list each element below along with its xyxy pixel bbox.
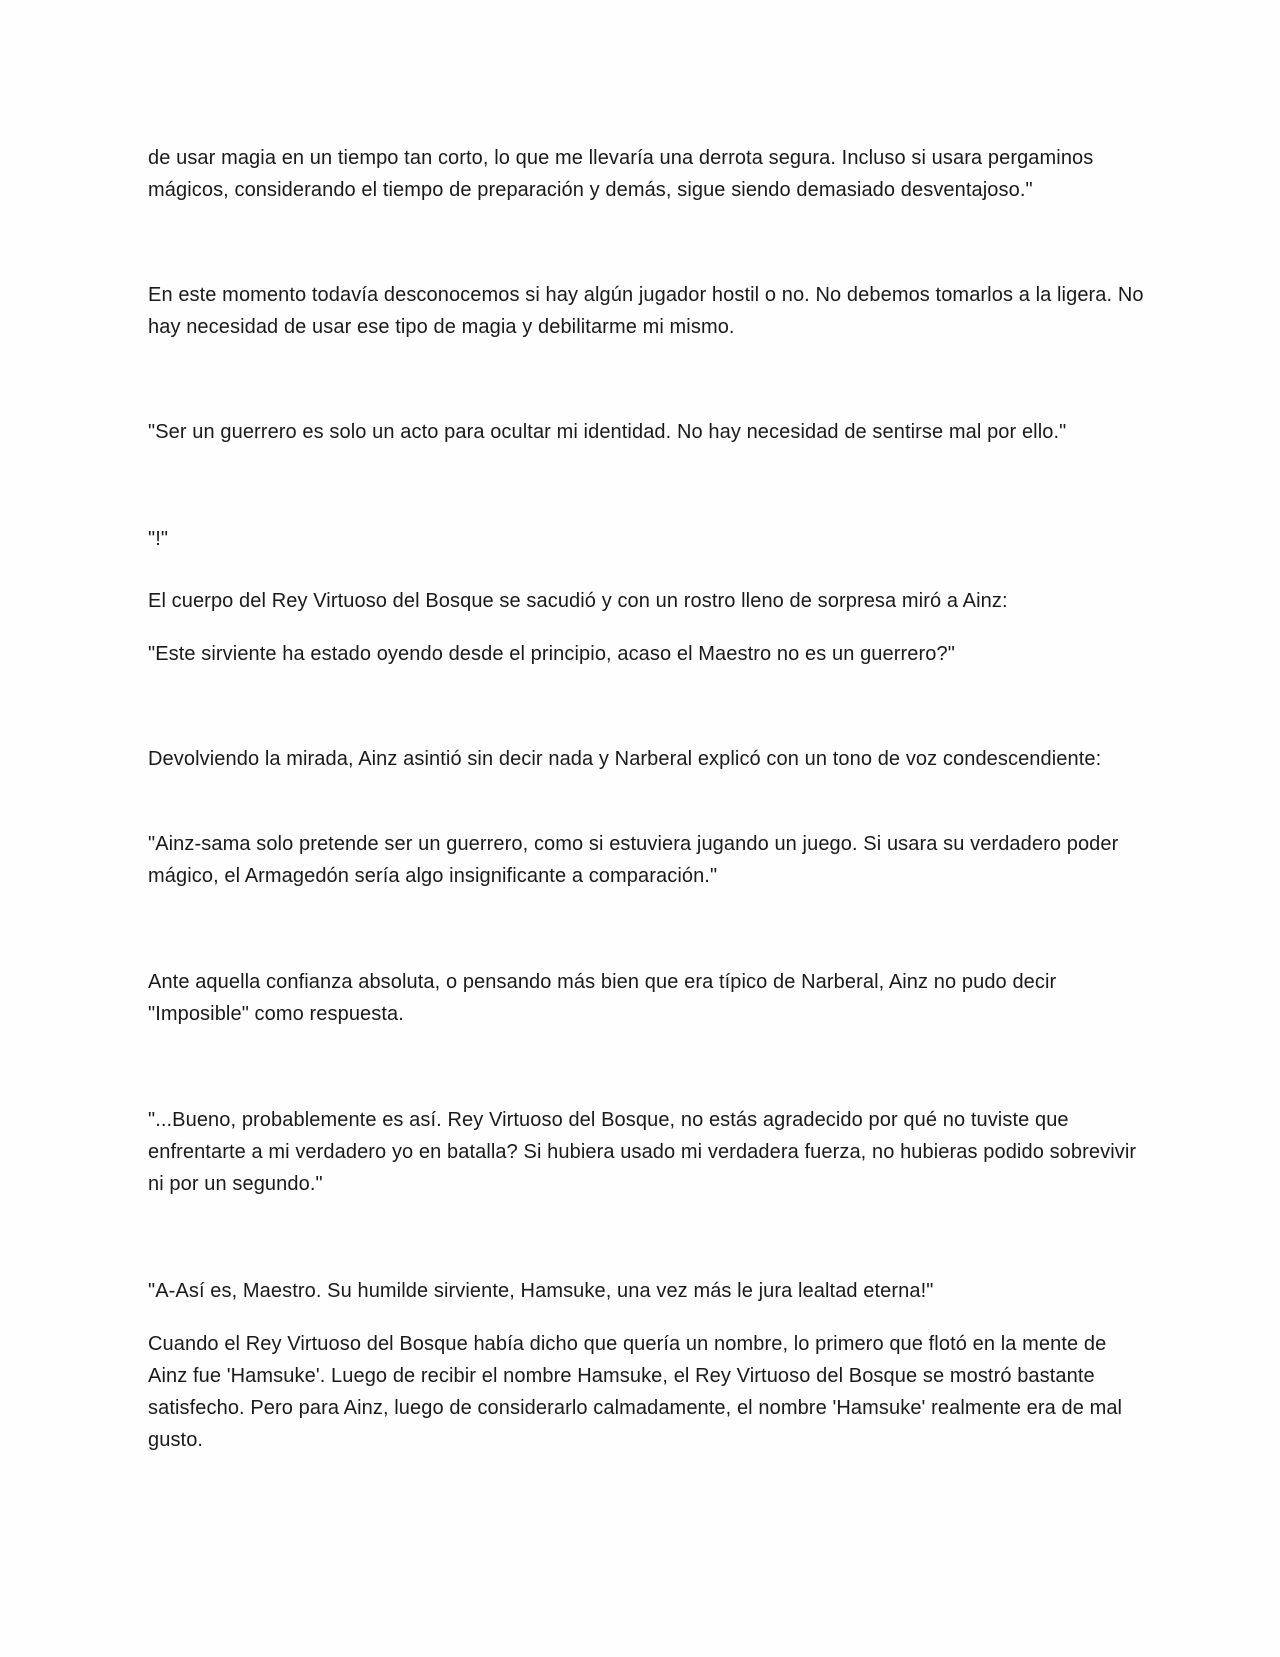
paragraph: de usar magia en un tiempo tan corto, lo que me llevaría una derrota segura. Incluso si usara pergaminos mágicos, considerando el tiempo de preparación y demás, sigue siendo demasiado desventajoso." — [148, 147, 1094, 201]
paragraph: "Ainz-sama solo pretende ser un guerrero, como si estuviera jugando un juego. Si usara su verdadero poder mágico, el Armagedón sería algo insignificante a comparación." — [148, 833, 1119, 887]
paragraph: "A-Así es, Maestro. Su humilde sirviente, Hamsuke, una vez más le jura lealtad eterna!" — [148, 1280, 934, 1302]
paragraph: El cuerpo del Rey Virtuoso del Bosque se sacudió y con un rostro lleno de sorpresa miró a Ainz: — [148, 590, 1008, 612]
paragraph: Cuando el Rey Virtuoso del Bosque había dicho que quería un nombre, lo primero que flotó en la mente de Ainz fue 'Hamsuke'. Luego de recibir el nombre Hamsuke, el Rey Virtuoso del Bosque se mostró bastante satisfecho. Pero para Ainz, luego de considerarlo calmadamente, el nombre 'Hamsuke' realmente era de mal gusto. — [148, 1333, 1123, 1451]
paragraph: En este momento todavía desconocemos si hay algún jugador hostil o no. No debemos tomarlos a la ligera. No hay necesidad de usar ese tipo de magia y debilitarme mi mismo. — [148, 284, 1144, 338]
paragraph: "...Bueno, probablemente es así. Rey Virtuoso del Bosque, no estás agradecido por qué no tuviste que enfrentarte a mi verdadero yo en batalla? Si hubiera usado mi verdadera fuerza, no hubieras podido sobrevivir ni por un segundo." — [148, 1109, 1137, 1195]
paragraph: "Ser un guerrero es solo un acto para ocultar mi identidad. No hay necesidad de sentirse mal por ello." — [148, 421, 1067, 443]
paragraph: "Este sirviente ha estado oyendo desde el principio, acaso el Maestro no es un guerrero?" — [148, 643, 955, 665]
paragraph: Devolviendo la mirada, Ainz asintió sin decir nada y Narberal explicó con un tono de voz condescendiente: — [148, 748, 1102, 770]
paragraph: Ante aquella confianza absoluta, o pensando más bien que era típico de Narberal, Ainz no pudo decir "Imposible" como respuesta. — [148, 971, 1057, 1025]
paragraph: "!" — [148, 528, 169, 550]
